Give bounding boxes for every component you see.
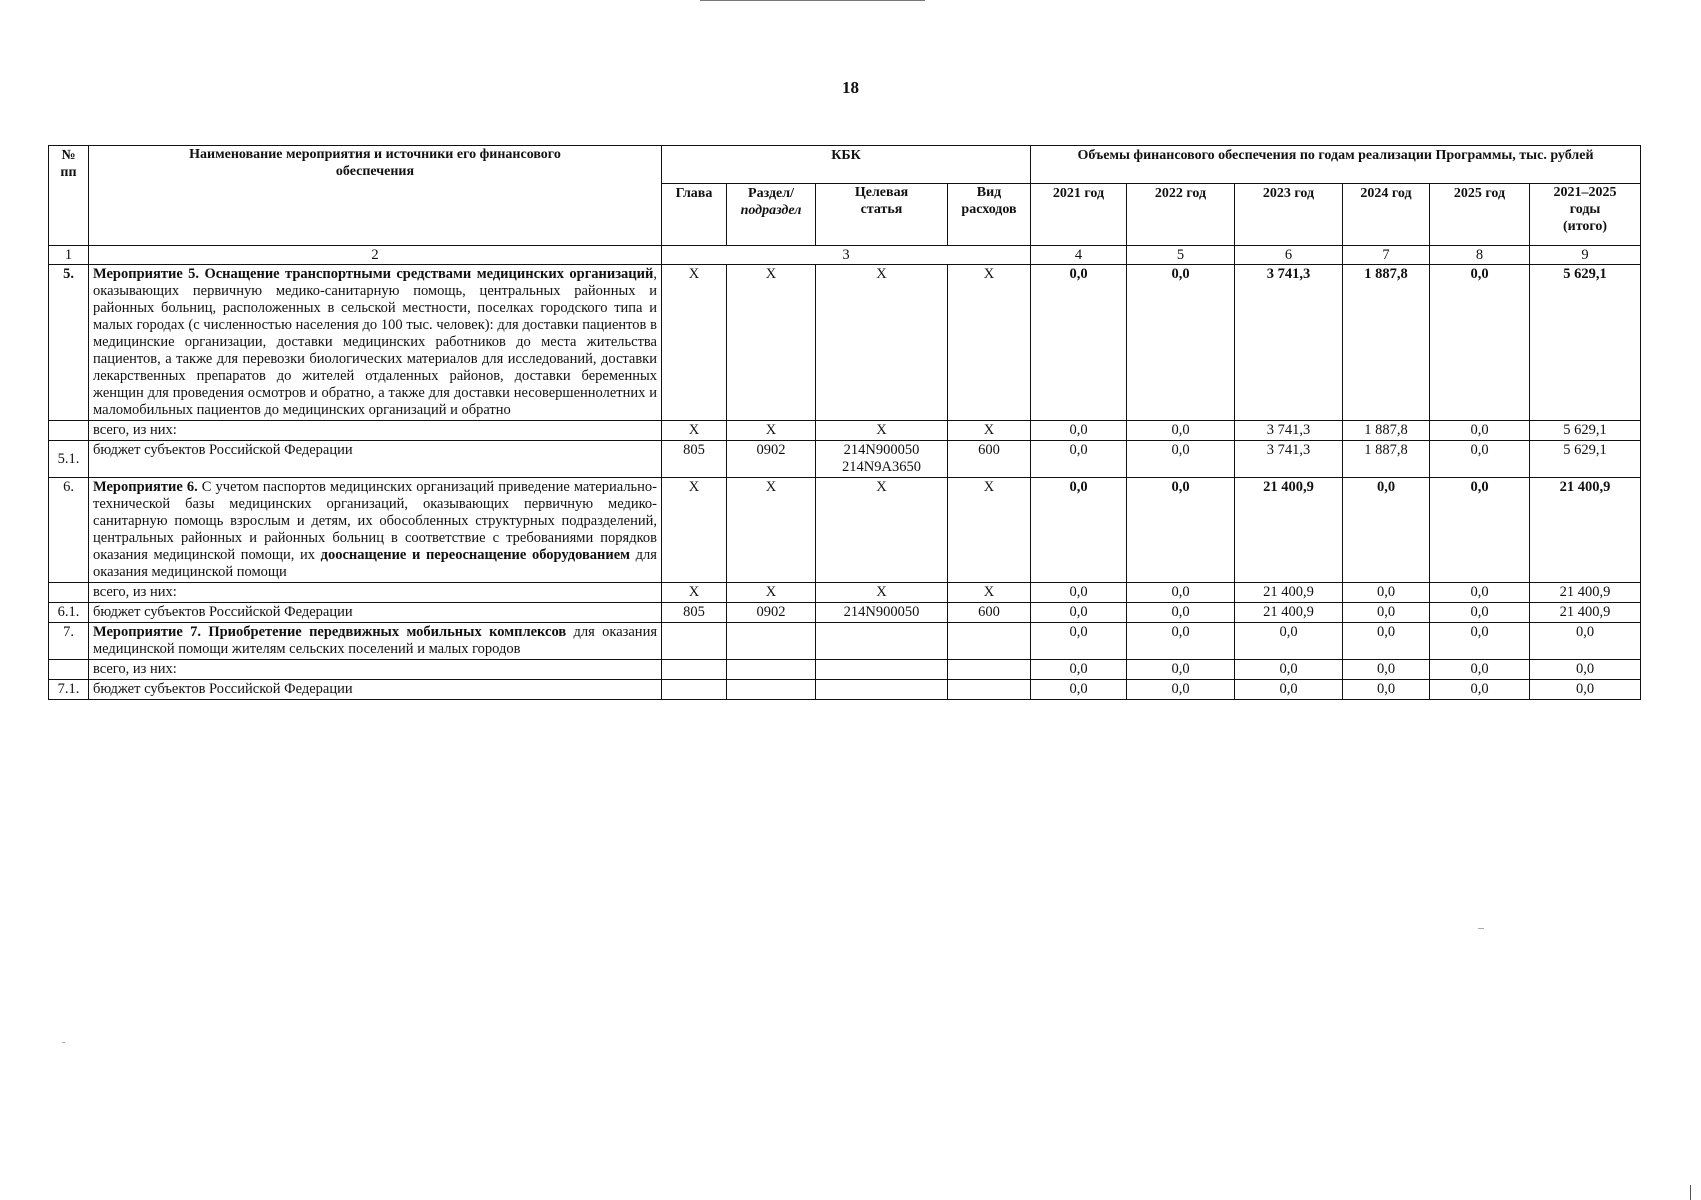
value-2022: 0,0 (1127, 660, 1235, 680)
scan-speck (1690, 1185, 1691, 1200)
activity-text: С учетом паспортов медицинских организаций приведение материально-технической базы медицинских организаций, оказывающих первичную медико-санитарную помощь взрослым и детям, их обособленных структурных подразделений, центральных районных и районных больниц в соответствие с требованиями порядков оказания медицинской помощи, их (93, 479, 657, 563)
header-year-2021: 2021 год (1031, 184, 1127, 246)
value-2024: 0,0 (1343, 680, 1430, 700)
col-number: 9 (1530, 246, 1641, 265)
value-2023: 21 400,9 (1235, 603, 1343, 623)
kbk-razdel: 0902 (727, 603, 816, 623)
value-total: 0,0 (1530, 680, 1641, 700)
value-2025: 0,0 (1430, 421, 1530, 441)
kbk-vid: Х (948, 421, 1031, 441)
col-number: 5 (1127, 246, 1235, 265)
value-total: 5 629,1 (1530, 265, 1641, 421)
col-number: 1 (49, 246, 89, 265)
value-2025: 0,0 (1430, 603, 1530, 623)
value-total: 5 629,1 (1530, 441, 1641, 478)
header-razdel (727, 184, 816, 246)
col-number: 7 (1343, 246, 1430, 265)
kbk-celevaya: Х (816, 265, 948, 421)
col-number: 3 (662, 246, 1031, 265)
col-number: 4 (1031, 246, 1127, 265)
value-2024: 0,0 (1343, 603, 1430, 623)
activity-description: бюджет субъектов Российской Федерации (89, 441, 662, 478)
value-2021: 0,0 (1031, 421, 1127, 441)
value-2021: 0,0 (1031, 680, 1127, 700)
kbk-vid (948, 680, 1031, 700)
table-row (49, 583, 1641, 603)
value-2023: 0,0 (1235, 660, 1343, 680)
row-number: 6.1. (49, 603, 89, 623)
value-2022: 0,0 (1127, 478, 1235, 583)
scan-speck (1478, 928, 1484, 929)
value-2021: 0,0 (1031, 603, 1127, 623)
value-2025: 0,0 (1430, 265, 1530, 421)
kbk-celevaya-line2: 214N9A3650 (842, 459, 921, 475)
top-scan-mark (700, 0, 925, 2)
header-kbk: КБК (662, 146, 1031, 184)
activity-title: Мероприятие 5. Оснащение транспортными средствами медицинских организаций (93, 266, 654, 282)
value-2021: 0,0 (1031, 265, 1127, 421)
header-razdel-line2: подраздел (740, 203, 802, 218)
kbk-vid: Х (948, 265, 1031, 421)
header-razdel-line1: Раздел/ (748, 186, 794, 201)
kbk-glava (662, 623, 727, 660)
kbk-celevaya (816, 623, 948, 660)
col-number: 6 (1235, 246, 1343, 265)
header-year-2023: 2023 год (1235, 184, 1343, 246)
value-2025: 0,0 (1430, 680, 1530, 700)
header-no: № пп (49, 146, 89, 246)
value-2023: 3 741,3 (1235, 441, 1343, 478)
kbk-celevaya: Х (816, 478, 948, 583)
row-number (49, 583, 89, 603)
row-number (49, 421, 89, 441)
col-number: 2 (89, 246, 662, 265)
value-2022: 0,0 (1127, 623, 1235, 660)
kbk-celevaya-line1: 214N900050 (843, 442, 920, 458)
activity-description: бюджет субъектов Российской Федерации (89, 680, 662, 700)
kbk-glava: Х (662, 583, 727, 603)
table-row (49, 421, 1641, 441)
table-row (49, 680, 1641, 700)
value-2022: 0,0 (1127, 421, 1235, 441)
kbk-razdel (727, 660, 816, 680)
value-2023: 3 741,3 (1235, 265, 1343, 421)
kbk-glava: Х (662, 478, 727, 583)
value-2025: 0,0 (1430, 623, 1530, 660)
header-glava: Глава (662, 184, 727, 246)
value-2022: 0,0 (1127, 680, 1235, 700)
kbk-glava (662, 660, 727, 680)
kbk-glava: 805 (662, 441, 727, 478)
value-2025: 0,0 (1430, 441, 1530, 478)
budget-table (48, 145, 1641, 700)
activity-description: всего, из них: (89, 421, 662, 441)
value-2023: 0,0 (1235, 623, 1343, 660)
row-number: 6. (49, 478, 89, 583)
activity-title: Мероприятие 6. (93, 479, 198, 495)
numbering-row (49, 246, 1641, 265)
value-2022: 0,0 (1127, 265, 1235, 421)
table-row (49, 441, 1641, 478)
table-row (49, 603, 1641, 623)
activity-description: бюджет субъектов Российской Федерации (89, 603, 662, 623)
table-row (49, 265, 1641, 421)
kbk-vid (948, 623, 1031, 660)
kbk-glava: Х (662, 265, 727, 421)
value-2025: 0,0 (1430, 660, 1530, 680)
value-2023: 3 741,3 (1235, 421, 1343, 441)
col-number: 8 (1430, 246, 1530, 265)
kbk-celevaya (816, 441, 948, 478)
header-vid: Вид расходов (948, 184, 1031, 246)
value-2024: 0,0 (1343, 478, 1430, 583)
activity-description (89, 478, 662, 583)
value-total: 21 400,9 (1530, 603, 1641, 623)
value-total: 5 629,1 (1530, 421, 1641, 441)
kbk-glava: Х (662, 421, 727, 441)
kbk-vid: 600 (948, 603, 1031, 623)
kbk-celevaya (816, 660, 948, 680)
activity-description (89, 623, 662, 660)
kbk-razdel: Х (727, 265, 816, 421)
header-year-2025: 2025 год (1430, 184, 1530, 246)
row-number: 5. (49, 265, 89, 421)
activity-description: всего, из них: (89, 583, 662, 603)
value-2025: 0,0 (1430, 478, 1530, 583)
row-number: 7.1. (49, 680, 89, 700)
kbk-razdel: Х (727, 478, 816, 583)
kbk-razdel (727, 623, 816, 660)
value-2023: 21 400,9 (1235, 583, 1343, 603)
kbk-vid: 600 (948, 441, 1031, 478)
activity-description (89, 265, 662, 421)
value-2021: 0,0 (1031, 441, 1127, 478)
value-2024: 1 887,8 (1343, 265, 1430, 421)
kbk-glava: 805 (662, 603, 727, 623)
header-volumes: Объемы финансового обеспечения по годам реализации Программы, тыс. рублей (1031, 146, 1641, 184)
value-2024: 1 887,8 (1343, 421, 1430, 441)
value-2022: 0,0 (1127, 583, 1235, 603)
kbk-celevaya: Х (816, 421, 948, 441)
value-total: 0,0 (1530, 623, 1641, 660)
row-number: 5.1. (49, 441, 89, 478)
value-total: 0,0 (1530, 660, 1641, 680)
header-year-2022: 2022 год (1127, 184, 1235, 246)
row-number (49, 660, 89, 680)
header-celevaya: Целевая статья (816, 184, 948, 246)
value-2024: 0,0 (1343, 583, 1430, 603)
header-year-total: 2021–2025 годы (итого) (1530, 184, 1641, 246)
kbk-vid: Х (948, 583, 1031, 603)
activity-text-tail: для оказания медицинской помощи (93, 547, 657, 580)
kbk-razdel (727, 680, 816, 700)
activity-description: всего, из них: (89, 660, 662, 680)
value-2022: 0,0 (1127, 603, 1235, 623)
activity-text: , оказывающих первичную медико-санитарную помощь, центральных районных и районных больниц, расположенных в сельской местности, поселках городского типа и малых городах (с численностью населения до 100 тыс. человек): для доставки пациентов в медицинские организации, доставки медицинских работников до места жительства пациентов, а также для перевозки биологических материалов для исследований, доставки лекарственных препаратов до жителей отдаленных районов, доставки беременных женщин для проведения осмотров и обратно, а также для доставки несовершеннолетних и маломобильных пациентов до медицинских организаций и обратно (93, 266, 657, 418)
value-2023: 21 400,9 (1235, 478, 1343, 583)
row-number: 7. (49, 623, 89, 660)
kbk-vid (948, 660, 1031, 680)
kbk-vid: Х (948, 478, 1031, 583)
value-2022: 0,0 (1127, 441, 1235, 478)
kbk-celevaya: Х (816, 583, 948, 603)
header-name: Наименование мероприятия и источники его финансового обеспечения (89, 146, 662, 246)
kbk-razdel: 0902 (727, 441, 816, 478)
value-2021: 0,0 (1031, 623, 1127, 660)
value-2021: 0,0 (1031, 478, 1127, 583)
scan-speck (62, 1042, 65, 1043)
value-2024: 0,0 (1343, 623, 1430, 660)
value-total: 21 400,9 (1530, 478, 1641, 583)
value-total: 21 400,9 (1530, 583, 1641, 603)
value-2021: 0,0 (1031, 660, 1127, 680)
value-2024: 1 887,8 (1343, 441, 1430, 478)
activity-text-bold: дооснащение и переоснащение оборудованием (320, 547, 631, 563)
activity-title: Мероприятие 7. Приобретение передвижных мобильных комплексов (93, 624, 567, 640)
table-row (49, 660, 1641, 680)
value-2023: 0,0 (1235, 680, 1343, 700)
kbk-razdel: Х (727, 583, 816, 603)
page-number: 18 (842, 78, 859, 97)
header-year-2024: 2024 год (1343, 184, 1430, 246)
value-2024: 0,0 (1343, 660, 1430, 680)
kbk-celevaya (816, 680, 948, 700)
value-2021: 0,0 (1031, 583, 1127, 603)
kbk-glava (662, 680, 727, 700)
table-row (49, 478, 1641, 583)
table-row (49, 623, 1641, 660)
activity-text: для оказания медицинской помощи жителям сельских поселений и малых городов (93, 624, 657, 657)
value-2025: 0,0 (1430, 583, 1530, 603)
kbk-celevaya: 214N900050 (816, 603, 948, 623)
kbk-razdel: Х (727, 421, 816, 441)
header-row-1 (49, 146, 1641, 184)
